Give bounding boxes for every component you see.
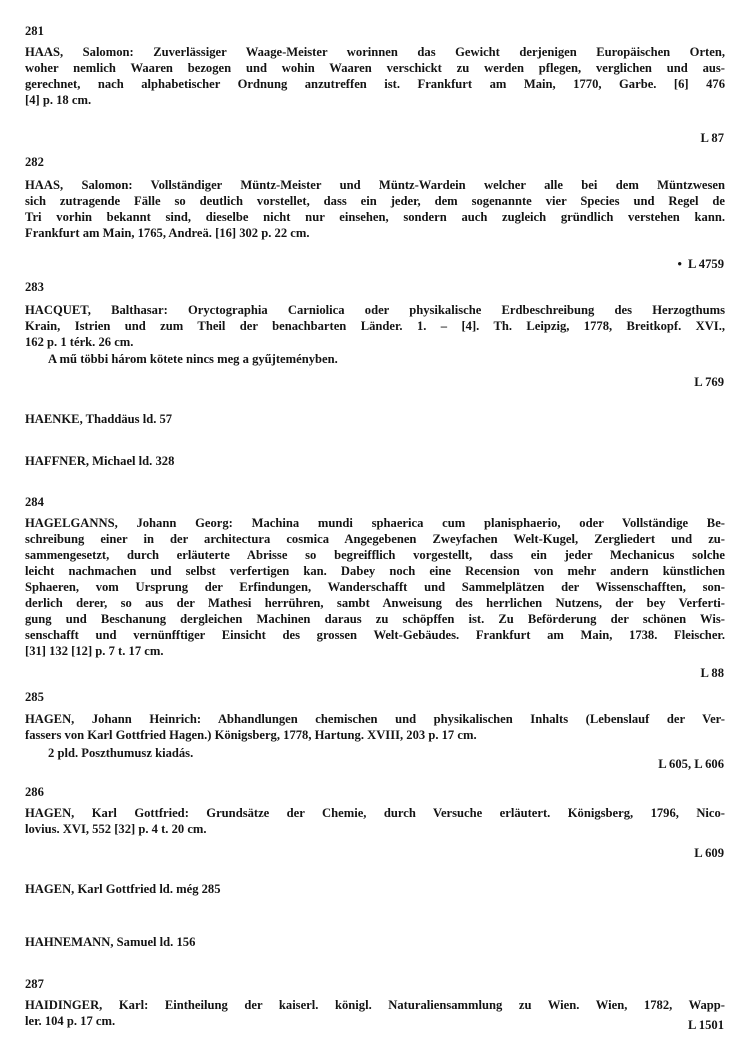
entry-number: 283 bbox=[25, 280, 44, 294]
entry-line: sich zutragende Fälle so deutlich vorstellet, dass ein jeder, dem sogenannte vier Species und Regel de bbox=[25, 194, 725, 208]
entry-line: fassers von Karl Gottfried Hagen.) Königsberg, 1778, Hartung. XVIII, 203 p. 17 cm. bbox=[25, 728, 477, 742]
entry-text bbox=[25, 711, 725, 743]
entry-line: leicht nachmachen und selbst verfertigen kan. Dabey noch eine Recension von mehr andern künstlichen bbox=[25, 564, 725, 578]
entry-note: A mű többi három kötete nincs meg a gyűjteményben. bbox=[48, 352, 338, 366]
entry-line: gung und Beschanung dergleichen Machinen daraus zu schöpffen ist. Zu Beförderung der schönen Wis- bbox=[25, 612, 725, 626]
entry-line: [31] 132 [12] p. 7 t. 17 cm. bbox=[25, 644, 164, 658]
entry-number: 285 bbox=[25, 690, 44, 704]
cross-reference: HAFFNER, Michael ld. 328 bbox=[25, 454, 175, 468]
entry-line: gerechnet, nach alphabetischer Ordnung anzutreffen ist. Frankfurt am Main, 1770, Garbe. [6] 476 bbox=[25, 77, 725, 91]
entry-line: Krain, Istrien und zum Theil der benachbarten Länder. 1. – [4]. Th. Leipzig, 1778, Breitkopf. XVI., bbox=[25, 319, 725, 333]
shelfmark: L 87 bbox=[700, 131, 724, 145]
cross-reference: HAENKE, Thaddäus ld. 57 bbox=[25, 412, 173, 426]
entry-line: derlich derer, so aus der Mathesi herrühren, sambt Anweisung des herrlichen Nutzens, der bey Verferti- bbox=[25, 596, 725, 610]
entry-line: ler. 104 p. 17 cm. bbox=[25, 1014, 116, 1028]
entry-line: HAGEN, Johann Heinrich: Abhandlungen chemischen und physikalischen Inhalts (Lebenslauf der Ver- bbox=[25, 712, 725, 726]
shelfmark: L 769 bbox=[694, 375, 724, 389]
cross-reference: HAHNEMANN, Samuel ld. 156 bbox=[25, 935, 196, 949]
entry-line: HAAS, Salomon: Zuverlässiger Waage-Meister worinnen das Gewicht derjenigen Europäischen Orten, bbox=[25, 45, 725, 59]
entry-line: 162 p. 1 térk. 26 cm. bbox=[25, 335, 134, 349]
entry-text bbox=[25, 177, 725, 241]
entry-line: [4] p. 18 cm. bbox=[25, 93, 92, 107]
entry-number: 281 bbox=[25, 24, 44, 38]
bullet-mark: • bbox=[677, 257, 682, 271]
entry-line: Tri vorhin bekannt sind, dieselbe nicht nur einsehen, sondern auch zugleich gründlich verstehen kann. bbox=[25, 210, 725, 224]
entry-number: 286 bbox=[25, 785, 44, 799]
entry-line: sammengesetzt, durch erläuterte Abrisse so begreifflich vorgestellt, dass ein jeder Mechanicus solche bbox=[25, 548, 725, 562]
cross-reference: HAGEN, Karl Gottfried ld. még 285 bbox=[25, 882, 221, 896]
shelfmark: L 88 bbox=[700, 666, 724, 680]
shelfmark: L 1501 bbox=[687, 1018, 724, 1032]
entry-line: HAGEN, Karl Gottfried: Grundsätze der Chemie, durch Versuche erläutert. Königsberg, 1796, Nico- bbox=[25, 806, 725, 820]
entry-line: HAGELGANNS, Johann Georg: Machina mundi sphaerica cum planisphaerio, oder Vollständige Be- bbox=[25, 516, 725, 530]
entry-text bbox=[25, 44, 725, 108]
entry-line: Sphaeren, vom Ursprung der Erfindungen, Wanderschafft und Sammelplätzen der Wissenschafften, son- bbox=[25, 580, 725, 594]
entry-number: 284 bbox=[25, 495, 44, 509]
shelfmark: L 609 bbox=[694, 846, 724, 860]
entry-line: lovius. XVI, 552 [32] p. 4 t. 20 cm. bbox=[25, 822, 207, 836]
shelfmark bbox=[678, 257, 724, 272]
entry-note: 2 pld. Poszthumusz kiadás. bbox=[48, 746, 194, 760]
entry-text bbox=[25, 302, 725, 350]
entry-line: HAAS, Salomon: Vollständiger Müntz-Meister und Müntz-Wardein welcher alle bei dem Müntzwesen bbox=[25, 178, 725, 192]
entry-text bbox=[25, 515, 725, 659]
entry-line: senschafft und vernünfftiger Einsicht des grossen Welt-Gebäudes. Frankfurt am Main, 1738. Fleischer. bbox=[25, 628, 725, 642]
entry-line: HAIDINGER, Karl: Eintheilung der kaiserl. königl. Naturaliensammlung zu Wien. Wien, 1782, Wapp- bbox=[25, 998, 725, 1012]
shelfmark: L 605, L 606 bbox=[658, 757, 724, 771]
shelfmark-value: L 4759 bbox=[687, 257, 724, 271]
entry-text bbox=[25, 997, 725, 1029]
entry-number: 287 bbox=[25, 977, 44, 991]
entry-line: woher nemlich Waaren bezogen und wohin Waaren verschickt zu werden pflegen, verglichen und aus- bbox=[25, 61, 725, 75]
entry-line: HACQUET, Balthasar: Oryctographia Carniolica oder physikalische Erdbeschreibung des Herzogthums bbox=[25, 303, 725, 317]
entry-line: Frankfurt am Main, 1765, Andreä. [16] 302 p. 22 cm. bbox=[25, 226, 310, 240]
entry-line: schreibung einer in der architectura cosmica Angegebenen Zweyfachen Welt-Kugel, Zergliedert und zu- bbox=[25, 532, 725, 546]
entry-text bbox=[25, 805, 725, 837]
entry-number: 282 bbox=[25, 155, 44, 169]
